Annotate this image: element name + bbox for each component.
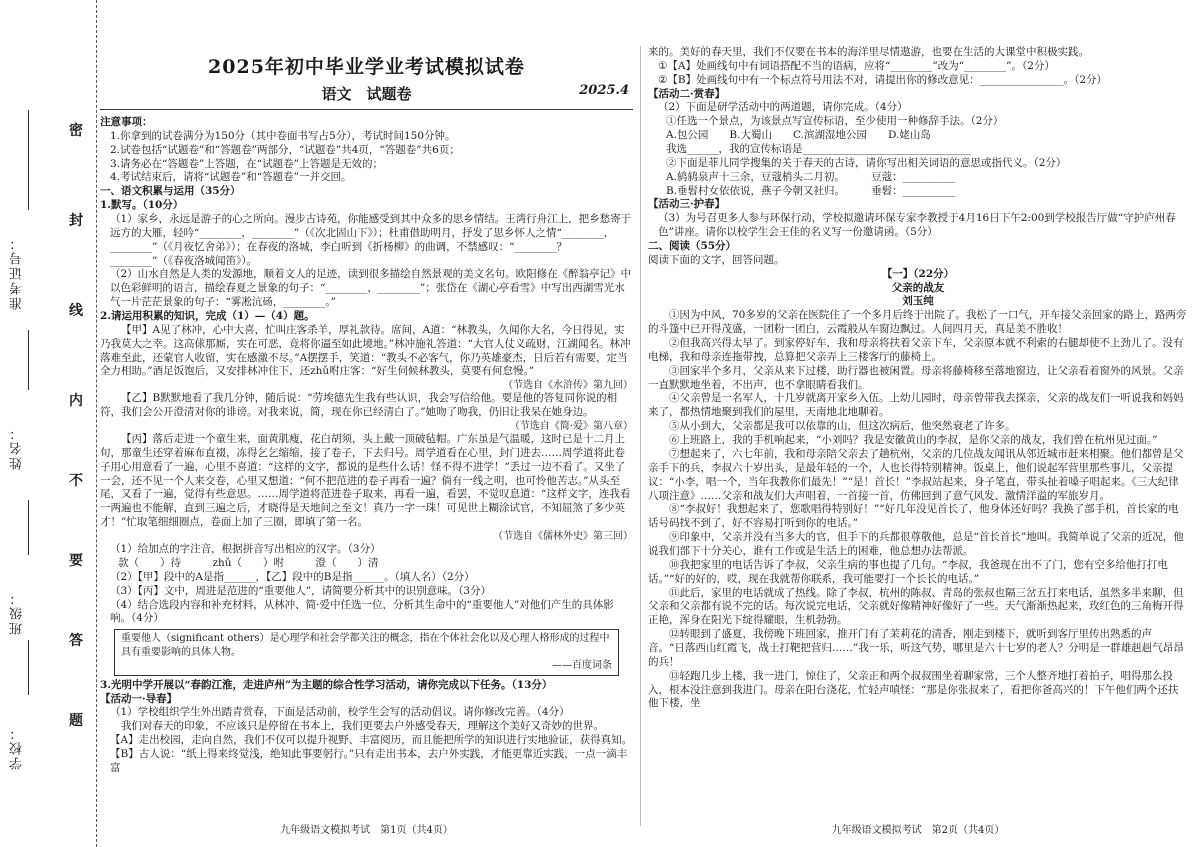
section-heading: 1.默写。（10分） — [100, 199, 184, 212]
text-line: B.垂髫村女依依说，燕子今朝又社归。 垂髫：__________ — [666, 184, 956, 197]
text-line: 阅读下面的文字，回答问题。 — [648, 253, 785, 266]
text-line: ⑬轻跑几步上楼，我一进门，惊住了，父亲正和两个叔叔围坐着聊家常，三个人整齐地打着拍子，唱得那么投入，根本没注意到我进门。母亲在阳台浇花，忙轻声嗔怪：“那是你张叔来了，看把你爸高兴的！下午他们两个还扶他下楼，坐 — [648, 669, 1179, 710]
section-heading: 【活动三·护春】 — [648, 198, 726, 211]
section-heading: 3.光明中学开展以“春韵江淮，走进庐州”为主题的综合性学习活动，请你完成以下任务。（13分） — [100, 678, 553, 691]
seal-word: 密 — [69, 123, 83, 139]
page-divider — [640, 46, 641, 826]
class-label: 班级： — [10, 590, 25, 635]
text-line: 【B】古人说：“纸上得来终觉浅，绝知此事要躬行。”只有走出书本，去户外实践，才能更靠近实践，一点一滴丰富 — [110, 748, 628, 774]
school-label: 学校： — [10, 725, 25, 770]
text-line: 【丙】落后走进一个童生来，面黄肌瘦，花白胡须，头上戴一顶破毡帽。广东虽是气温暖，这时已是十二月上旬，那童生还穿着麻布直裰，冻得乞乞缩缩，接了卷子，下去归号。周学道看在心里，封门进去……周学道将此卷子用心用意看了一遍，心里不喜道：“这样的文字，都说的是些什么话！怪不得不进学！”丢过一边不看了。又坐了一会，还不见一个人来交卷，心里又想道：“何不把范进的卷子再看一遍？倘有一线之明，也可怜他苦志。”从头至尾，又看了一遍，觉得有些意思。……周学道将范进卷子取来，再看一遍，看罢，不觉叹息道：“这样文字，连我看一两遍也不能解，直到三遍之后，才晓得是天地间之至文！真乃一字一珠！可见世上糊涂试官，不知屈煞了多少英才！”忙取笔细细圈点，卷面上加了三圈，即填了第一名。 — [100, 433, 631, 529]
definition-text: 重要他人（significant others）是心理学和社会学都关注的概念，指在个体社会化以及心理人格形成的过程中具有重要影响的具体人物。 — [121, 633, 610, 658]
text-line: A.包公园 B.大蜀山 C.滨湖湿地公园 D.姥山岛 — [666, 129, 931, 142]
seal-word: 封 — [69, 213, 83, 229]
text-line: ②【B】处画线句中有一个标点符号用法不对，请提出你的修改意见：________________。（2分） — [658, 73, 1108, 86]
page-one — [100, 46, 633, 836]
text-line: ③回家半个多月，父亲从来下过楼，助行器也被闲置。母亲将藤椅移至落地窗边，让父亲看着窗外的风景。父亲一直默默地坐着，不出声，也不拿眼睛看我们。 — [648, 364, 1184, 391]
text-line: （1）学校组织学生外出踏青赏春，下面是活动前，校学生会写的活动倡议。请你修改完善。（4分） — [110, 706, 570, 719]
text-line: （4）结合选段内容和补充材料，从林冲、简·爱中任选一位，分析其生命中的“重要他人”对他们产生的具体影响。（4分） — [110, 598, 614, 625]
text-line: 2.试卷包括“试题卷”和“答题卷”两部分，“试题卷”共4页，“答题卷”共6页； — [110, 143, 460, 156]
section-heading: 父亲的战友 — [891, 281, 945, 294]
text-line: ⑪此后，家里的电话就成了热线。除了李叔，杭州的陈叔、青岛的张叔也隔三岔五打来电话，虽然多半来聊，但父亲和父亲都有说不完的话。每次说完电话，父亲就好像精神好像好了一些。天气渐渐热起来，玫红色的三角梅开得正艳，浑身在阳光下绽得耀眼，生机勃勃。 — [648, 586, 1184, 627]
text-line: ⑦想起来了，六七年前，我和母亲陪父亲去了趟杭州，父亲的几位战友闻讯从邻近城市赶来相聚。他们都曾是父亲手下的兵，李叔六十岁出头，是最年轻的一个，人也长得特别精神。饭桌上，他们说起军营里那些事儿，父亲提议：“小李，唱一个，当年我教你们最先！”“是！首长！”李叔站起来，身子笔直，带头扯着嗓子唱起来。《三大纪律八项注意》……父亲和战友们大声唱着，一首接一首，仿佛回到了意气风发、激情洋溢的军旅岁月。 — [648, 447, 1184, 502]
name-label: 姓名： — [10, 425, 25, 470]
text-line: A.鸫鸫泉声十三余，豆蔻梢头二月初。 豆蔻：__________ — [666, 170, 956, 183]
seal-word: 线 — [69, 303, 83, 319]
text-line: ②但我高兴得太早了。到家停好车，我和母亲将扶着父亲下车，父亲原本就不利索的右腿却使不上劲儿了。没有电梯，我和母亲连拖带拽，总算把父亲弄上三楼客厅的藤椅上。 — [648, 337, 1184, 363]
text-line: 【A】走出校园，走向自然，我们不仅可以提升视野、丰富阅历，而且能把所学的知识进行实地验证，获得真知。 — [110, 734, 633, 747]
text-line: 我选______，我的宣传标语是________________________________ — [666, 143, 971, 156]
page-one-body — [100, 116, 633, 776]
school-line — [28, 640, 29, 695]
text-line: 来的。美好的春天里，我们不仅要在书本的海洋里尽情遨游，也要在生活的大课堂中积极实践。 — [648, 46, 1089, 58]
section-heading: 【一】（22分） — [881, 267, 955, 280]
seal-word: 要 — [69, 553, 83, 569]
seal-word: 不 — [69, 473, 83, 489]
text-line: 1.你拿到的试卷满分为150分（其中卷面书写占5分），考试时间150分钟。 — [110, 129, 456, 142]
text-line: ⑩我把家里的电话告诉了李叔，父亲生病的事也提了几句。“李叔，我爸现在出不了门，您有空多给他打打电话。”“好的好的，哎，现在我就帮你联系，我可能要打一个长长的电话。” — [648, 558, 1168, 585]
text-line: ①【A】处画线句中有词语搭配不当的语病，应将“________”改为“________”。（2分） — [658, 59, 1055, 72]
text-line: ⑫转眼到了盛夏，我傍晚下班回家，推开门有了茉莉花的清香，刚走到楼下，就听到客厅里传出熟悉的声音。“日落西山红霞飞，战士打靶把营归……”我一乐，听这气势，哪里是六十七岁的老人？分明是一群雄赳赳气昂昂的兵！ — [648, 628, 1184, 668]
text-line: （1）给加点的字注音，根据拼音写出相应的汉字。（3分） — [110, 543, 381, 556]
section-heading: 刘玉纯 — [902, 295, 934, 308]
text-line: ②下面是菲儿同学搜集的关于春天的古诗，请你写出相关词语的意思或指代义。（2分） — [666, 156, 1067, 169]
page-one-footer: 九年级语文模拟考试 第1页（共4页） — [280, 825, 453, 836]
seal-word: 内 — [69, 393, 83, 409]
text-line: （3）【丙】文中，周进是范进的“重要他人”，请简要分析其中的识别意味。（3分） — [110, 584, 492, 597]
text-line: 【乙】B默默地看了我几分钟，随后说：“劳埃德先生我有些认识，我会写信给他。要是他的答复同你说的相符，我们会公开澄清对你的诽谤。对我来说，简，现在你已经清白了。”她吻了吻我，仍旧让我呆在她身边。 — [100, 392, 618, 419]
source-citation: （节选自《儒林外史》第三回） — [493, 531, 633, 543]
binding-margin — [0, 0, 97, 847]
definition-source: ——百度词条 — [552, 660, 612, 672]
page-two-body — [648, 46, 1188, 711]
text-line: ⑥上班路上，我的手机响起来，“小刘吗？我是安徽黄山的李叔，是你父亲的战友，我们曾在杭州见过面。” — [669, 434, 1158, 447]
section-heading: 2.请运用积累的知识，完成（1）—（4）题。 — [100, 310, 315, 323]
subject-row — [100, 83, 633, 105]
text-line: ④父亲曾是一名军人，十几岁就离开家乡入伍。上幼儿园时，母亲曾带我去探亲，父亲的战友们一听说我和妈妈来了，都热情地聚到我们的屋里，天南地北地聊着。 — [648, 392, 1184, 419]
seal-word: 题 — [69, 713, 83, 729]
section-heading: 二、阅读（55分） — [648, 240, 737, 253]
section-heading: 注意事项： — [100, 116, 153, 128]
section-heading: 一、语文积累与运用（35分） — [100, 185, 241, 198]
title-rule — [100, 109, 633, 110]
name-line — [28, 330, 29, 390]
text-line: ⑨印象中，父亲并没有当多大的官，但手下的兵都很尊敬他，总是“首长首长”地叫。我简单说了父亲的近况，他说我们部下十分关心，谁有工作或是生活上的困难，他总想办法帮派。 — [648, 531, 1184, 557]
class-line — [28, 500, 29, 555]
text-line: ⑧“李叔好！我想起来了，您歌唱得特别好！”“好几年没见首长了，他身体还好吗？我换了部手机，首长家的电话号码找不到了，好不容易打听到你的电话。” — [648, 503, 1179, 530]
text-line: （2）山水自然是人类的发源地，顺着文人的足迹，读到很多描绘自然景观的美文名句。欧阳修在《醉翁亭记》中以色彩鲜明的语言，描绘春夏之景象的句子：“________，________”；张岱在《湖心亭看雪》中写出西湖雪光水气一片茫茫景象的句子：“雾凇沆砀，________。” — [110, 268, 632, 309]
text-line: 【甲】A见了林冲，心中大喜，忙叫庄客杀羊，厚礼款待。席间，A道：“林教头，久闻你大名，今日得见，实乃我莫大之幸。这高俅那厮，实在可恶，竟将你逼至如此境地。”林冲施礼答道：“大官人仗义疏财，江湖闻名。林冲落难至此，还蒙官人收留，实在感激不尽。”A摆摆手，笑道：“教头不必客气，你乃英雄豪杰，日后若有需要，定当全力相助。”酒足饭饱后，又安排林冲住下，还zhǔ咐庄客：“好生伺候林教头，莫要有何怠慢。” — [100, 323, 631, 378]
text-line: 4.考试结束后，请将“试题卷”和“答题卷”一并交回。 — [110, 171, 352, 184]
text-line: ①任选一个景点，为该景点写宣传标语，至少使用一种修辞手法。（2分） — [666, 115, 1004, 128]
page-two — [648, 46, 1188, 836]
definition-box — [114, 629, 619, 676]
text-line: ⑤从小到大，父亲都是我可以依靠的山，但这次病后，他突然衰老了许多。 — [669, 420, 1016, 433]
section-heading: 【活动二·赏春】 — [648, 87, 726, 100]
text-line: 我们对春天的印象，不应该只是停留在书本上，我们更要去户外感受春天，理解这个美好又奇妙的世界。 — [121, 720, 604, 733]
seal-word: 答 — [69, 633, 83, 649]
exam-date: 2025.4 — [579, 83, 629, 98]
page-two-footer: 九年级语文模拟考试 第2页（共4页） — [831, 825, 1005, 836]
source-citation: （节选自《水浒传》第九回） — [503, 380, 633, 392]
text-line: （2）下面是研学活动中的两道题，请你完成。（4分） — [658, 101, 908, 114]
text-line: 3.请务必在“答题卷”上答题，在“试题卷”上答题是无效的； — [110, 157, 383, 170]
exam-title: 2025年初中毕业学业考试模拟试卷 — [208, 56, 525, 78]
text-line: （2）【甲】段中的A是指______，【乙】段中的B是指______。（填人名）（2分） — [110, 570, 475, 583]
text-line: ①因为中风，70多岁的父亲在医院住了一个多月后终于出院了。我松了一口气，开车接父亲回家的路上，路两旁的斗篷中已开得茂盛，一团粉一团白，云霞般从车窗边飘过。人间四月天，真是美不胜收！ — [648, 309, 1187, 336]
text-line: （3）为号召更多人参与环保行动，学校拟邀请环保专家李教授于4月16日下午2:00到学校报告厅做“守护庐州春色”讲座。请你以校学生会王佳的名义写一份邀请函。（5分） — [658, 212, 1176, 239]
text-line: （1）家乡，永远是游子的心之所向。漫步古诗苑，你能感受到其中众多的思乡情结。王湾行舟江上，把乡愁寄于远方的大雁，轻吟“________，________”（《次北固山下》）；杜甫借助明月，抒发了思乡怀人之情“________，________”（《月夜忆舍弟》）；在春夜的洛城，李白听到《折杨柳》的曲调，不禁感叹：“________？________”（《春夜洛城闻笛》）。 — [110, 213, 632, 267]
section-heading: 【活动一·导春】 — [100, 692, 178, 705]
candidate-number-label: 准考证号： — [10, 235, 25, 310]
text-line: 款（ ）待 zhǔ（ ）咐 澄（ ）清 — [118, 556, 379, 569]
candidate-number-line — [28, 110, 29, 210]
source-citation: （节选自《简·爱》第八章） — [509, 421, 633, 433]
subject-title: 语文 试题卷 — [321, 85, 412, 103]
